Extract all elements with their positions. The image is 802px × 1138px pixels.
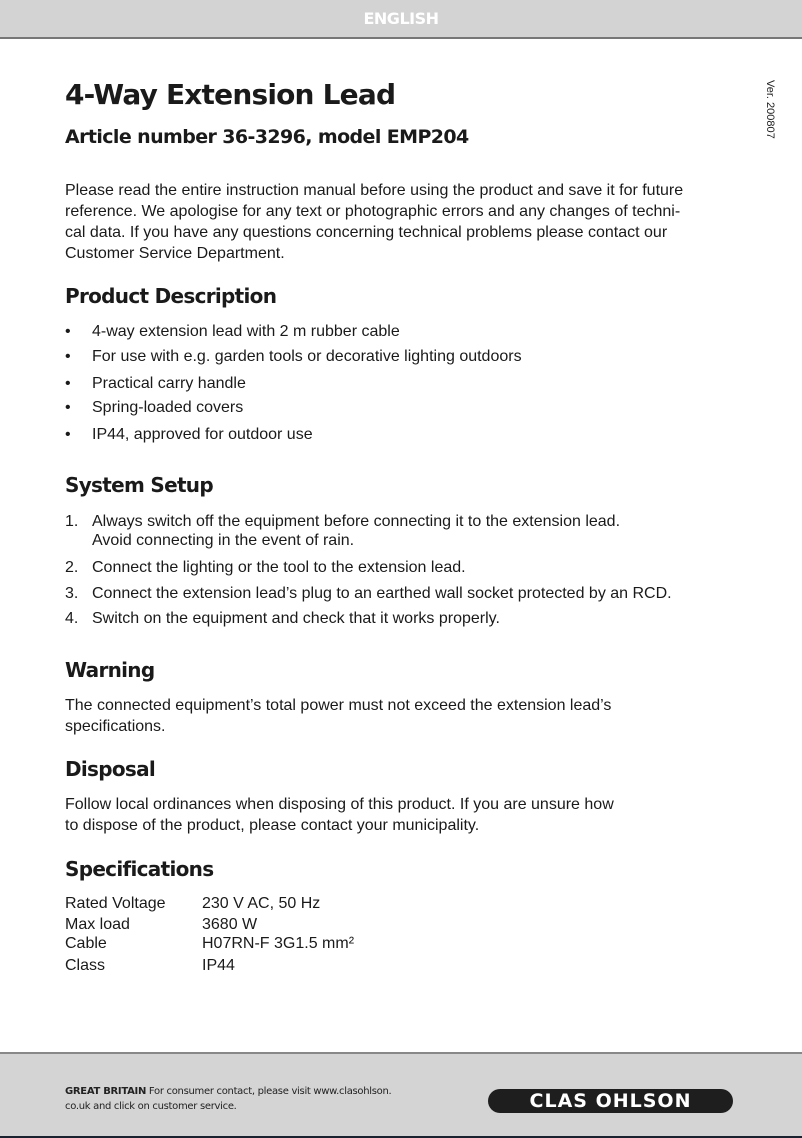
list-item xyxy=(65,348,522,366)
section-heading-warning: Warning xyxy=(65,658,155,682)
list-item xyxy=(65,426,313,444)
consumer-contact-text xyxy=(65,1084,391,1114)
list-item-text: Spring-loaded covers xyxy=(92,399,244,416)
footer-bar xyxy=(0,1052,802,1138)
step-text: Switch on the equipment and check that it works properly. xyxy=(92,610,500,627)
language-label: ENGLISH xyxy=(363,9,439,28)
disposal-line: to dispose of the product, please contact your municipality. xyxy=(65,817,480,834)
intro-line: Please read the entire instruction manual before using the product and save it for future xyxy=(65,182,684,199)
step-text: Avoid connecting in the event of rain. xyxy=(92,532,355,549)
page-title: 4-Way Extension Lead xyxy=(65,78,396,111)
list-item-text: Practical carry handle xyxy=(92,375,246,392)
version-label: Ver. 200807 xyxy=(764,80,776,139)
list-item-text: 4-way extension lead with 2 m rubber cable xyxy=(92,323,400,340)
list-item-text: For use with e.g. garden tools or decorative lighting outdoors xyxy=(92,348,522,365)
bullet-icon: • xyxy=(65,399,71,416)
section-heading-product-description: Product Description xyxy=(65,284,277,308)
spec-label: Class xyxy=(65,957,106,974)
step-number: 3. xyxy=(65,585,79,602)
warning-line: specifications. xyxy=(65,718,166,735)
bullet-icon: • xyxy=(65,375,71,392)
step-text: Connect the extension lead’s plug to an earthed wall socket protected by an RCD. xyxy=(92,585,672,602)
intro-line: Customer Service Department. xyxy=(65,245,285,262)
language-header-bar xyxy=(0,0,802,39)
disposal-line: Follow local ordinances when disposing of this product. If you are unsure how xyxy=(65,796,614,813)
disposal-text xyxy=(65,794,614,836)
step-text: Connect the lighting or the tool to the extension lead. xyxy=(92,559,466,576)
section-heading-disposal: Disposal xyxy=(65,757,156,781)
article-subtitle: Article number 36-3296, model EMP204 xyxy=(65,126,469,148)
step-number: 2. xyxy=(65,559,79,576)
spec-value: H07RN-F 3G1.5 mm² xyxy=(202,935,355,952)
spec-label: Cable xyxy=(65,935,107,952)
intro-paragraph xyxy=(65,180,745,264)
bullet-icon: • xyxy=(65,323,71,340)
contact-line: For consumer contact, please visit www.clasohlson. xyxy=(148,1086,392,1097)
contact-line: co.uk and click on customer service. xyxy=(65,1101,237,1112)
list-item xyxy=(65,323,400,341)
spec-value: 3680 W xyxy=(202,916,258,933)
list-item-text: IP44, approved for outdoor use xyxy=(92,426,313,443)
section-heading-system-setup: System Setup xyxy=(65,473,213,497)
bullet-icon: • xyxy=(65,426,71,443)
spec-value: IP44 xyxy=(202,957,235,974)
list-item xyxy=(65,375,246,393)
intro-line: reference. We apologise for any text or photographic errors and any changes of techni- xyxy=(65,203,681,220)
warning-text xyxy=(65,695,611,737)
clas-ohlson-logo: CLAS OHLSON xyxy=(488,1089,733,1113)
spec-value: 230 V AC, 50 Hz xyxy=(202,895,321,912)
bullet-icon: • xyxy=(65,348,71,365)
section-heading-specifications: Specifications xyxy=(65,857,214,881)
spec-label: Rated Voltage xyxy=(65,895,166,912)
step-text: Always switch off the equipment before connecting it to the extension lead. xyxy=(92,513,621,530)
warning-line: The connected equipment’s total power must not exceed the extension lead’s xyxy=(65,697,612,714)
intro-line: cal data. If you have any questions concerning technical problems please contact our xyxy=(65,224,668,241)
list-item xyxy=(65,399,243,417)
country-label: GREAT BRITAIN xyxy=(65,1086,147,1097)
step-number: 4. xyxy=(65,610,79,627)
step-number: 1. xyxy=(65,513,79,530)
spec-label: Max load xyxy=(65,916,130,933)
